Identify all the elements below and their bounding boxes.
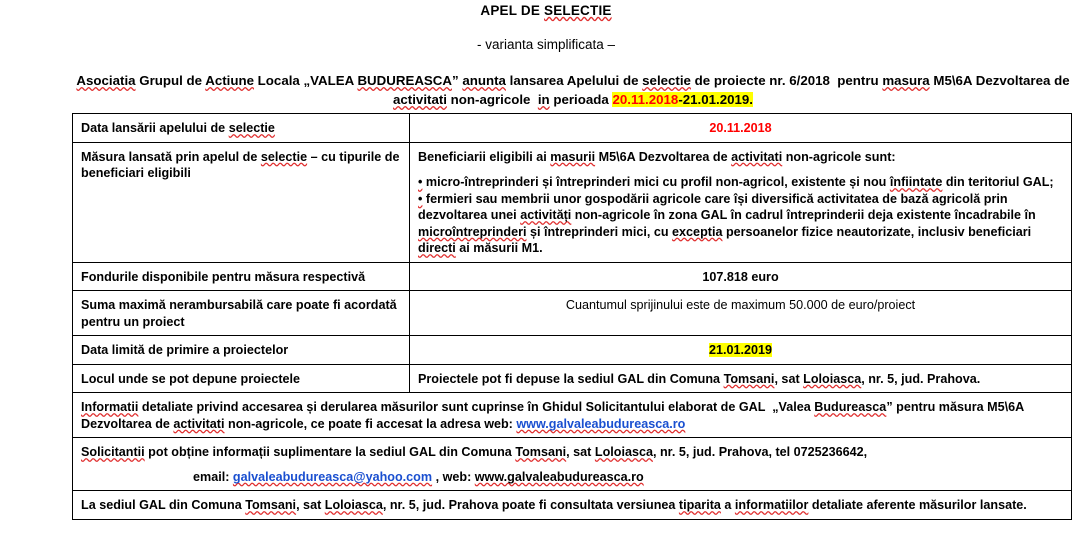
footer-contact-cell <box>73 438 1072 491</box>
bullet-icon: • <box>418 191 423 206</box>
row-value-data-limita <box>410 336 1072 365</box>
row-value-masura-lansata <box>410 142 1072 262</box>
table-row-info <box>73 393 1072 438</box>
footer-printed-cell: La sediul GAL din Comuna Tomsani, sat Loloiasca, nr. 5, jud. Prahova poate fi consultata versiunea tiparita a informatiilor detaliate aferente măsurilor lansate. <box>73 491 1072 520</box>
web-label: , web: <box>432 469 475 484</box>
beneficiaries-bullet-list <box>418 174 1063 257</box>
website-link[interactable]: www.galvaleabudureasca.ro <box>516 416 686 431</box>
table-row <box>73 142 1072 262</box>
web-address-text: www.galvaleabudureasca.ro <box>474 469 644 484</box>
intro-paragraph: Asociatia Grupul de Actiune Locala „VALEA BUDUREASCA” anunta lansarea Apelului de selectie de proiecte nr. 6/2018 pentru masura M5\6A Dezvoltarea de activitati non-agricole in perioada 20.11.2018-21.01.2019. <box>76 73 1070 107</box>
email-link[interactable]: galvaleabudureasca@yahoo.com <box>232 469 433 484</box>
table-row <box>73 262 1072 291</box>
row-value-fonduri: 107.818 euro <box>410 262 1072 291</box>
row-label-locul-depunere: Locul unde se pot depune proiectele <box>73 364 410 393</box>
row-value-suma-maxima: Cuantumul sprijinului este de maximum 50.000 de euro/proiect <box>410 291 1072 336</box>
bullet-icon: • <box>418 175 423 189</box>
apel-selectie-table <box>72 113 1072 520</box>
table-row <box>73 114 1072 143</box>
list-item: • fermieri sau membrii unor gospodării agricole care își diversifică activitatea de bază agricolă prin dezvoltarea unei activități non-agricole în zona GAL în cadrul întreprinderii deja existente încadrabile în microîntreprinderi și întreprinderi mici, cu exceptia persoanelor fizice neautorizate, inclusiv beneficiari directi ai măsurii M1. <box>418 191 1036 255</box>
row-value-locul-depunere: Proiectele pot fi depuse la sediul GAL din Comuna Tomsani, sat Loloiasca, nr. 5, jud. Prahova. <box>410 364 1072 393</box>
page-subtitle: - varianta simplificata – <box>476 37 616 52</box>
intro-date-start: 20.11.2018 <box>612 92 679 107</box>
spellcheck-word: SELECTIE <box>544 3 612 18</box>
list-item: • micro-întreprinderi și întreprinderi mici cu profil non-agricol, existente și nou înfiintate din teritoriul GAL; <box>418 175 1054 189</box>
row-label-fonduri: Fondurile disponibile pentru măsura respectivă <box>73 262 410 291</box>
launch-date-value: 20.11.2018 <box>709 121 772 135</box>
footer-info-cell: Informatii detaliate privind accesarea și derularea măsurilor sunt cuprinse în Ghidul Solicitantului elaborat de GAL „Valea Budureasca” pentru măsura M5\6A Dezvoltarea de activitati non-agricole, ce poate fi accesat la adresa web: www.galvaleabudureasca.ro <box>73 393 1072 438</box>
row-label-data-limita: Data limită de primire a proiectelor <box>73 336 410 365</box>
email-label: email: <box>193 469 233 484</box>
table-row <box>73 291 1072 336</box>
page-title: APEL DE SELECTIE <box>480 3 612 18</box>
table-row-contact <box>73 438 1072 491</box>
table-row <box>73 336 1072 365</box>
contact-email-line <box>81 461 1063 486</box>
row-label-masura-lansata: Măsura lansată prin apelul de selectie – cu tipurile de beneficiari eligibili <box>73 142 410 262</box>
row-label-data-lansarii: Data lansării apelului de selectie <box>73 114 410 143</box>
table-row-printed <box>73 491 1072 520</box>
intro-date-end: -21.01.2019. <box>678 92 753 107</box>
row-value-data-lansarii <box>410 114 1072 143</box>
intro-period-highlight <box>612 92 753 107</box>
beneficiaries-heading: Beneficiarii eligibili ai masurii M5\6A Dezvoltarea de activitati non-agricole sunt: <box>418 149 896 164</box>
deadline-highlight: 21.01.2019 <box>708 343 773 357</box>
table-row <box>73 364 1072 393</box>
row-label-suma-maxima: Suma maximă nerambursabilă care poate fi acordată pentru un proiect <box>73 291 410 336</box>
contact-line: Solicitantii pot obține informații suplimentare la sediul GAL din Comuna Tomsani, sat Loloiasca, nr. 5, jud. Prahova, tel 0725236642, <box>81 445 868 459</box>
